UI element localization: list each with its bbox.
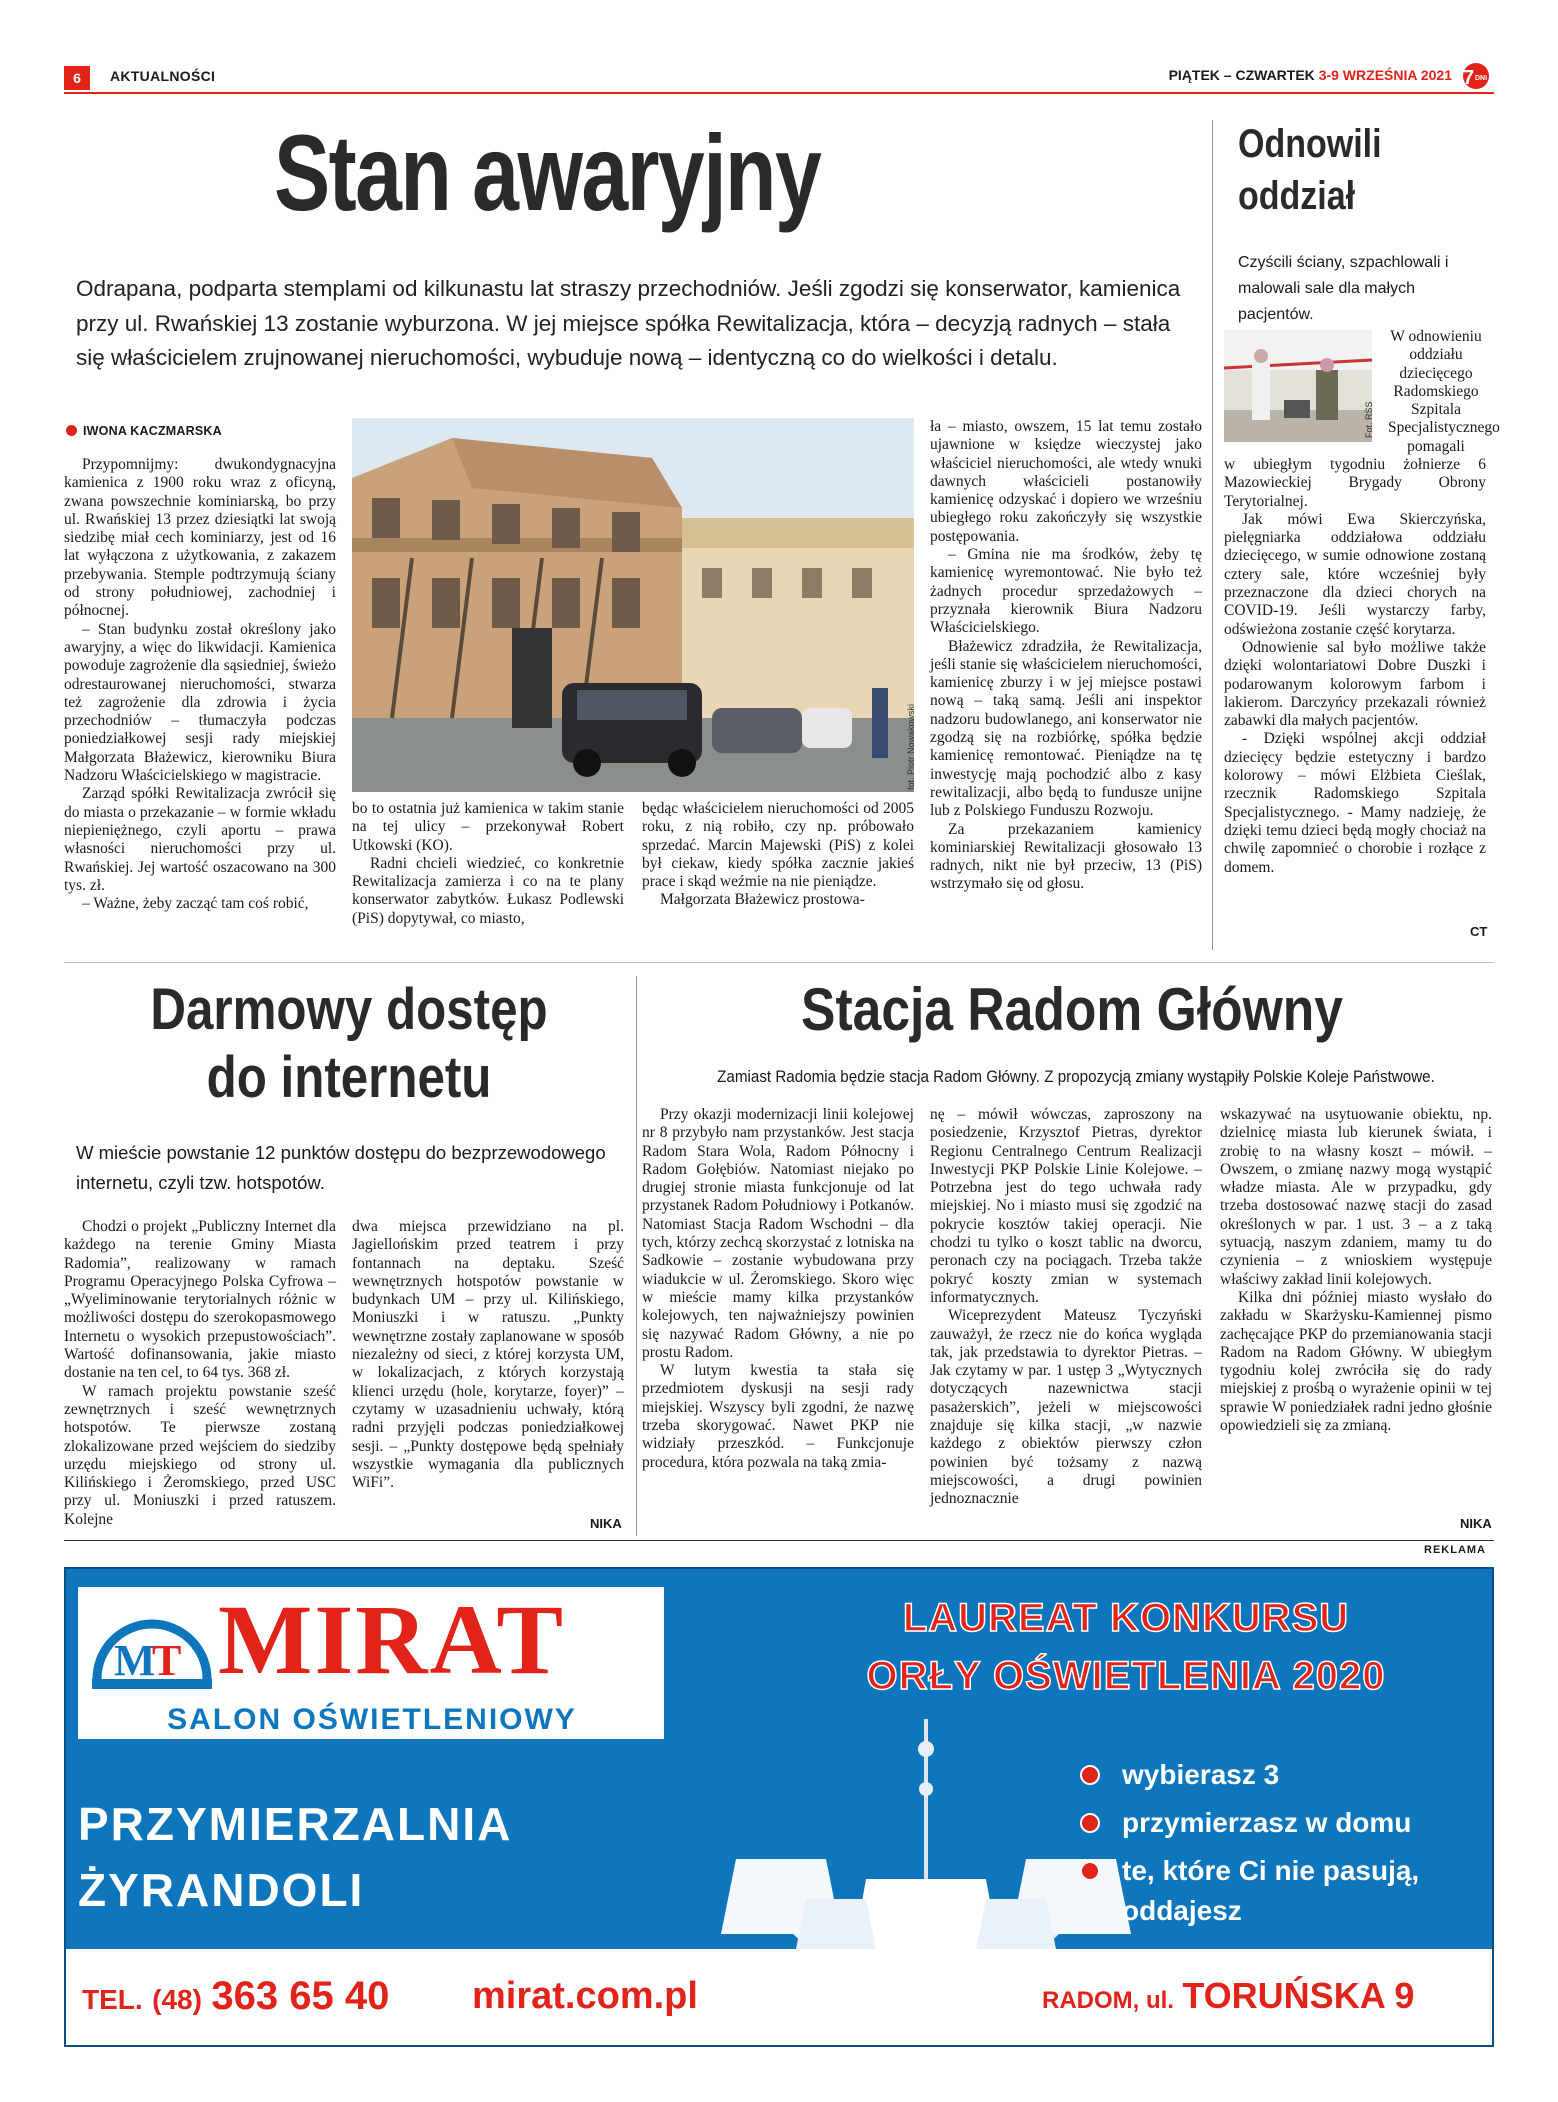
paragraph: wskazywać na usytuowanie obiektu, np. dzielnicę miasta lub kierunek świata, i zrobię to na własny koszt – mówił. – Owszem, o zmianę nazwy mogą wystąpić władze miasta. Ale w przypadku, gdy trzeba dostosować nazwę stacji do zasad określonych w par. 1 ust. 3 – a z taką sytuacją, naszym zdaniem, mamy tu do czynienia – z wnioskiem występuje właściwy zakład linii kolejowych.	[1220, 1106, 1492, 1288]
svg-text:M: M	[114, 1636, 156, 1685]
main-photo-credit: fot. Piotr Nowakowski	[906, 703, 916, 790]
paragraph: Radni chcieli wiedzieć, co konkretnie Rewitalizacja zamierza i co na te plany konserwator zabytków. Łukasz Podlewski (PiS) dopytywał, co miasto,	[352, 854, 624, 927]
ad-bullet-text: te, które Ci nie pasują, oddajesz	[1122, 1855, 1420, 1926]
station-col-2	[930, 1106, 1202, 1509]
ad-bullet-text: przymierzasz w domu	[1122, 1807, 1412, 1838]
ad-phone[interactable]	[82, 1971, 389, 2025]
article-divider-vertical	[636, 976, 637, 1536]
author-byline	[66, 424, 222, 438]
side-photo-credit: Fot. RSS	[1364, 401, 1374, 438]
header-rule	[64, 92, 1494, 94]
date-range: 3-9 WRZEŚNIA 2021	[1318, 67, 1452, 83]
paragraph: Za przekazaniem kamienicy kominiarskiej Rewitalizacji głosowało 13 radnych, nikt nie był przeciw, 13 (PiS) wstrzymało się od głosu.	[930, 820, 1202, 893]
paragraph: w ubiegłym tygodniu żołnierze 6 Mazowieckiej Brygady Obrony Terytorialnej.	[1224, 456, 1486, 510]
ad-tel-prefix: (48)	[152, 1984, 202, 2015]
internet-article-title	[64, 976, 634, 1112]
paragraph: ła – miasto, owszem, 15 lat temu zostało ujawnione w księdze wieczystej jako właściciel nieruchomości, ale wtedy wnuki dawnych właścicieli postanowiły kamienicę odzyskać i dopiero we wrześniu ubiegłego roku zakończyły się wszystkie postępowania.	[930, 418, 1202, 545]
bullet-dot-icon	[1080, 1861, 1100, 1881]
station-col-1	[642, 1106, 914, 1472]
section-name: AKTUALNOŚCI	[110, 68, 216, 84]
main-article-photo	[352, 418, 914, 792]
ad-award-line-1: LAUREAT KONKURSU	[902, 1596, 1350, 1640]
date-prefix: PIĄTEK – CZWARTEK	[1168, 67, 1315, 83]
side-article-photo	[1224, 330, 1372, 442]
main-article-lead: Odrapana, podparta stemplami od kilkunastu lat straszy przechodniów. Jeśli zgodzi się konserwator, kamienica przy ul. Rwańskiej 13 zostanie wyburzona. W jej miejsce spółka Rewitalizacja, która – decyzją radnych – stała się właścicielem zrujnowanej nieruchomości, wybuduje nową – identyczną co do wielkości i detalu.	[76, 276, 1181, 370]
side-article-lead: Czyścili ściany, szpachlowali i malowali sale dla małych pacjentów.	[1238, 254, 1449, 323]
paragraph: - Dzięki wspólnej akcji oddział dziecięcy będzie estetyczny i bardzo kolorowy – mówi Elżbieta Cieślak, rzecznik Radomskiego Szpitala Specjalistycznego. - Mamy nadzieję, że dzięki temu dzieci będą mogły chociaż na chwilę zapomnieć o chorobie i rozłące z domem.	[1224, 730, 1486, 876]
ad-address-street: TORUŃSKA 9	[1182, 1975, 1415, 2016]
ad-address	[1042, 1971, 1414, 2026]
paragraph: – Stan budynku został określony jako awaryjny, a więc do likwidacji. Kamienica powoduje zagrożenie dla sąsiedniej, świeżo odrestaurowanej nieruchomości, stwarza też zagrożenie dla zdrowia i życia przechodniów – tłumaczyła podczas poniedziałkowej sesji rady miejskiej Małgorzata Błażewicz, kierowniku Biura Nadzoru Właścicielskiego w magistracie.	[64, 620, 336, 785]
paragraph: Przy okazji modernizacji linii kolejowej nr 8 przybyło nam przystanków. Jest stacja Radom Stara Wola, Radom Północny i Radom Gołębiów. Natomiast niejako po drugiej stronie miasta funkcjonuje od lat przystanek Radom Południowy i Potkanów. Natomiast Stacja Radom Wschodni – dla tych, którzy zechcą skorzystać z lotniska na Sadkowie – zostanie wybudowana przy wiadukcie w ul. Żeromskiego. Skoro więc w mieście mamy kilka przystanków kolejowych, ten najważniejszy powinien się nazywać Radom Główny, a nie po prostu Radom.	[642, 1106, 914, 1361]
side-title-line-1: Odnowili	[1238, 122, 1382, 166]
paragraph: – Ważne, żeby zacząć tam coś robić,	[82, 895, 309, 913]
main-article-title: Stan awaryjny	[274, 112, 821, 233]
page-number: 6	[64, 66, 90, 90]
paragraph: Chodzi o projekt „Publiczny Internet dla każdego na terenie Gminy Miasta Radomia”, realizowany w ramach Programu Operacyjnego Polska Cyfrowa – „Wyeliminowanie terytorialnych różnic w możliwości dostępu do szerokopasmowego Internetu o wysokich przepustowościach”. Wartość dofinansowania, jakie miasto dostanie na ten cel, to 64 tys. 368 zł.	[64, 1218, 336, 1382]
paragraph: nę – mówił wówczas, zaproszony na posiedzenie, Krzysztof Pietras, dyrektor Regionu Centralnego Centrum Realizacji Inwestycji PKP Polskie Linie Kolejowe. – Potrzebna jest do tego uchwała rady miejskiej. No i miasto musi się zgodzić na pokrycie kosztów takiej operacji. Nie chodzi tu tylko o koszt tablic na dworcu, peronach czy na pociągach. Trzeba także pokryć koszty zmian w systemach informatycznych.	[930, 1106, 1202, 1306]
ad-bullets	[1080, 1755, 1480, 1931]
main-col-2	[352, 800, 624, 928]
internet-col-2	[352, 1218, 624, 1492]
ad-tel-label: TEL.	[82, 1984, 143, 2015]
main-col-1	[64, 456, 336, 913]
paragraph: W ramach projektu powstanie sześć zewnętrznych i sześć wewnętrznych hotspotów. Te pierwsze zostaną zlokalizowane przed wejściem do siedziby urzędu miejskiego od strony ul. Kilińskiego i Żeromskiego, przed USC przy ul. Moniuszki i przed ratuszem. Kolejne	[64, 1382, 336, 1528]
paragraph: Odnowienie sal było możliwe także dzięki wolontariatowi Dobre Duszki i podarowanym kolorowym farbom i lakierom. Darczyńcy przekazali również zabawki dla małych pacjentów.	[1224, 638, 1486, 730]
ad-promo-line-1: PRZYMIERZALNIA	[78, 1798, 513, 1850]
ad-award	[786, 1589, 1466, 1705]
advertisement[interactable]	[64, 1567, 1494, 2047]
ad-address-city: RADOM, ul.	[1042, 1987, 1174, 2014]
ad-bullet	[1080, 1803, 1480, 1843]
paragraph: Małgorzata Błażewicz prostowa-	[660, 891, 865, 909]
station-signature: NIKA	[1460, 1516, 1492, 1531]
issue-date	[1169, 67, 1452, 83]
paragraph: Jak mówi Ewa Skierczyńska, pielęgniarka oddziałowa oddziału dziecięcego, w sumie odnowione zostaną cztery sale, które wcześniej były przeznaczone dla dzieci chorych na COVID-19. Jeśli wystarczy farby, odświeżona zostanie część korytarza.	[1224, 510, 1486, 638]
paragraph: bo to ostatnia już kamienica w takim stanie na tej ulicy – przekonywał Robert Utkowski (KO).	[352, 800, 624, 854]
paragraph: – Gmina nie ma środków, żeby tę kamienicę wyremontować. Nie było też żadnych procedur sprzedażowych – przyznała kierownik Biura Nadzoru Właścicielskiego.	[930, 546, 1202, 637]
paragraph: Zarząd spółki Rewitalizacja zwrócił się do miasta o przekazanie – w formie wkładu niepieniężnego, czyli aportu – prawa własności nieruchomości przy ul. Rwańskiej. Jej wartość oszacowano na 300 tys. zł.	[64, 785, 336, 894]
ad-promo	[78, 1791, 512, 1923]
ad-promo-line-2: ŻYRANDOLI	[78, 1864, 365, 1916]
main-col-4	[930, 418, 1202, 894]
ad-bullet-text: wybierasz 3	[1122, 1759, 1280, 1790]
paragraph: będąc właścicielem nieruchomości od 2005 roku, z nią robiło, czy np. próbowało sprzedać. Marcin Majewski (PiS) z kolei był ciekaw, kiedy spółka zacznie jakieś prace i skąd weźmie na nie pieniądze.	[642, 800, 914, 891]
side-column-rule	[1212, 120, 1213, 950]
ad-logo-mark	[92, 1599, 212, 1699]
ad-brand-name: MIRAT	[218, 1584, 566, 1695]
soldiers-painting-image	[1224, 330, 1372, 442]
side-title-line-2: oddział	[1238, 174, 1356, 218]
internet-col-1	[64, 1218, 336, 1529]
internet-title-line-2: do internetu	[206, 1045, 492, 1110]
bullet-dot-icon	[1080, 1765, 1100, 1785]
paragraph: Kilka dni później miasto wysłało do zakładu w Skarżysku-Kamiennej pismo zachęcające PKP do przemianowania stacji Radom na Radom Główny. W ubiegłym tygodniu kolej zwróciła się do rady miejskiej z prośbą o wyrażenie opinii w tej sprawie W poniedziałek radni jedno głośnie opowiedzieli się za zmianą.	[1220, 1288, 1492, 1435]
main-col-3	[642, 800, 914, 910]
internet-signature: NIKA	[590, 1516, 622, 1531]
ad-award-line-2: ORŁY OŚWIETLENIA 2020	[866, 1654, 1386, 1698]
ad-website-link[interactable]: mirat.com.pl	[472, 1975, 698, 2017]
side-article-title	[1238, 118, 1382, 222]
svg-text:DNI: DNI	[1475, 75, 1488, 82]
paragraph: Przypomnijmy: dwukondygnacyjna kamienica z 1900 roku wraz z oficyną, zwana powszechnie kominiarską, bo przy ul. Rwańskiej 13 przez dziesiątki lat swoją siedzibę miał cech kominiarzy, jest od 16 lat wyłączona z użytkowania, z zakazem przebywania. Stemple podtrzymują ściany od strony południowej, zachodniej i północnej.	[64, 456, 336, 620]
svg-text:7: 7	[1463, 67, 1475, 89]
side-signature: CT	[1470, 924, 1488, 939]
mt-logo-icon	[92, 1599, 212, 1699]
street-building-image	[352, 418, 914, 792]
station-article-title: Stacja Radom Główny	[801, 976, 1343, 1043]
ad-brand-subtitle: SALON OŚWIETLENIOWY	[167, 1703, 577, 1736]
ad-label: REKLAMA	[1424, 1544, 1486, 1556]
bullet-dot-icon	[1080, 1813, 1100, 1833]
paragraph: dwa miejsca przewidziano na pl. Jagiellońskim przed teatrem i przy fontannach na deptaku. Sześć wewnętrznych hotspotów powstanie w budynkach UM – przy ul. Kilińskiego, Moniuszki i w ratuszu. „Punkty wewnętrzne zostały zaplanowane w sposób niezależny od sieci, z której korzysta UM, w lokalizacjach, z których korzystają klienci urzędu (hole, korytarze, foyer)” – czytamy w uzasadnieniu uchwały, którą radni przyjęli podczas poniedziałkowej sesji. – „Punkty dostępowe będą spełniały wszystkie wymagania dla publicznych WiFi”.	[352, 1218, 624, 1492]
side-article-body	[1224, 456, 1486, 877]
internet-article-lead: W mieście powstanie 12 punktów dostępu do bezprzewodowego internetu, czyli tzw. hotspotów.	[76, 1142, 606, 1193]
side-wrap-text: W odnowieniu oddziału dziecięcego Radomskiego Szpitala Specjalistycznego pomagali	[1388, 328, 1500, 455]
station-col-3	[1220, 1106, 1492, 1435]
author-name: IWONA KACZMARSKA	[83, 424, 222, 438]
station-article-lead: Zamiast Radomia będzie stacja Radom Główny. Z propozycją zmiany wystąpiły Polskie Koleje Państwowe.	[717, 1068, 1435, 1086]
ad-top-rule	[64, 1540, 1494, 1541]
ad-bullet	[1080, 1755, 1480, 1795]
internet-title-line-1: Darmowy dostęp	[150, 977, 548, 1042]
paragraph: Wiceprezydent Mateusz Tyczyński zauważył, że rzecz nie do końca wygląda tak, jak przedstawia to dyrektor Pietras. – Jak czytamy w par. 1 ustęp 3 „Wytycznych dotyczących nazewnictwa stacji pasażerskich”, jeżeli w miejscowości znajduje się kilka stacji, „w nazwie każdego z obiektów pierwszy człon powinien być tożsamy z nazwą miejscowości, a drugi powinien jednoznacznie	[930, 1307, 1202, 1508]
ad-bullet	[1080, 1851, 1480, 1931]
byline-dot-icon	[66, 425, 77, 436]
newspaper-logo-icon	[1454, 62, 1496, 90]
section-divider	[64, 962, 1494, 963]
ad-tel-number: 363 65 40	[211, 1974, 390, 2018]
svg-text:T: T	[152, 1636, 182, 1685]
paragraph: W lutym kwestia ta stała się przedmiotem dyskusji na sesji rady miejskiej. Wszyscy byli zgodni, że nazwę trzeba skorygować. Nawet PKP nie widziały przeszkód. – Funkcjonuje procedura, która pozwala na taką zmia-	[642, 1362, 914, 1471]
paragraph: Błażewicz zdradziła, że Rewitalizacja, jeśli stanie się właścicielem nieruchomości, kamienicę zburzy i w jej miejsce postawi nową – taką samą. Jeśli ani inspektor nadzoru budowlanego, ani konserwator nie zgodzą się na rozbiórkę, spółka będzie kamienicę remontować. Pieniądze na tę inwestycję mają pochodzić albo z kasy rewitalizacji, albo będą to fundusze unijne lub z Polskiego Funduszu Rozwoju.	[930, 637, 1202, 820]
